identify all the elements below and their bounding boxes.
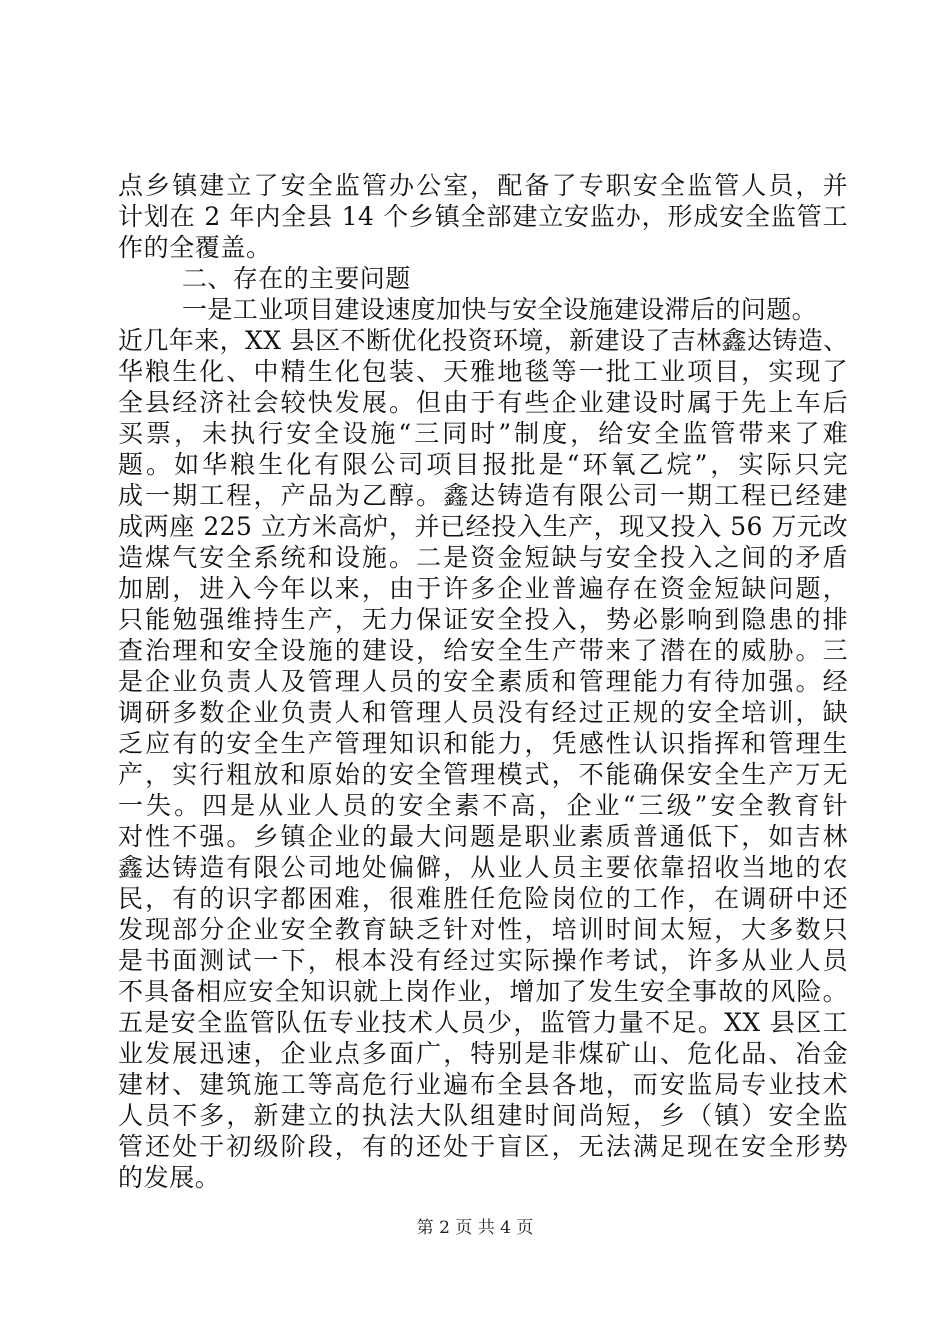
text-line: 近几年来，XX 县区不断优化投资环境，新建设了吉林鑫达铸造、 — [118, 326, 849, 355]
text-line: 产，实行粗放和原始的安全管理模式，不能确保安全生产万无 — [118, 760, 848, 789]
text-line: 造煤气安全系统和设施。二是资金短缺与安全投入之间的矛盾 — [118, 543, 848, 572]
text-line: 查治理和安全设施的建设，给安全生产带来了潜在的威胁。三 — [118, 636, 848, 665]
text-line: 一失。四是从业人员的安全素不高，企业“三级”安全教育针 — [118, 791, 848, 820]
paragraph-first-line: 一是工业项目建设速度加快与安全设施建设滞后的问题。 — [182, 295, 818, 324]
section-heading: 二、存在的主要问题 — [182, 264, 411, 293]
text-line: 全县经济社会较快发展。但由于有些企业建设时属于先上车后 — [118, 388, 848, 417]
text-line: 五是安全监管队伍专业技术人员少，监管力量不足。XX 县区工 — [118, 1008, 848, 1037]
text-line: 民，有的识字都困难，很难胜任危险岗位的工作，在调研中还 — [118, 884, 848, 913]
text-line: 华粮生化、中精生化包装、天雅地毯等一批工业项目，实现了 — [118, 357, 848, 386]
text-line: 对性不强。乡镇企业的最大问题是职业素质普通低下，如吉林 — [118, 822, 848, 851]
text-line: 的发展。 — [118, 1163, 221, 1192]
text-line: 人员不多，新建立的执法大队组建时间尚短，乡（镇）安全监 — [118, 1101, 848, 1130]
text-line: 买票，未执行安全设施“三同时”制度，给安全监管带来了难 — [118, 419, 848, 448]
page-footer: 第 2 页 共 4 页 — [416, 1218, 534, 1238]
text-line: 点乡镇建立了安全监管办公室，配备了专职安全监管人员，并 — [118, 171, 848, 200]
text-line: 调研多数企业负责人和管理人员没有经过正规的安全培训，缺 — [118, 698, 848, 727]
document-body — [118, 170, 848, 1193]
text-line: 计划在 2 年内全县 14 个乡镇全部建立安监办，形成安全监管工 — [118, 202, 848, 231]
text-line: 加剧，进入今年以来，由于许多企业普遍存在资金短缺问题， — [118, 574, 848, 603]
text-line: 成两座 225 立方米高炉，并已经投入生产，现又投入 56 万元改 — [118, 512, 848, 541]
text-line: 鑫达铸造有限公司地处偏僻，从业人员主要依靠招收当地的农 — [118, 853, 848, 882]
text-line: 是企业负责人及管理人员的安全素质和管理能力有待加强。经 — [118, 667, 848, 696]
text-line: 不具备相应安全知识就上岗作业，增加了发生安全事故的风险。 — [118, 977, 848, 1006]
text-line: 成一期工程，产品为乙醇。鑫达铸造有限公司一期工程已经建 — [118, 481, 848, 510]
text-line: 乏应有的安全生产管理知识和能力，凭感性认识指挥和管理生 — [118, 729, 848, 758]
text-line: 管还处于初级阶段，有的还处于盲区，无法满足现在安全形势 — [118, 1132, 848, 1161]
text-line: 作的全覆盖。 — [118, 233, 272, 262]
text-line: 业发展迅速，企业点多面广，特别是非煤矿山、危化品、冶金 — [118, 1039, 848, 1068]
text-line: 只能勉强维持生产，无力保证安全投入，势必影响到隐患的排 — [118, 605, 848, 634]
text-line: 题。如华粮生化有限公司项目报批是“环氧乙烷”，实际只完 — [118, 450, 848, 479]
text-line: 是书面测试一下，根本没有经过实际操作考试，许多从业人员 — [118, 946, 848, 975]
text-line: 发现部分企业安全教育缺乏针对性，培训时间太短，大多数只 — [118, 915, 848, 944]
text-line: 建材、建筑施工等高危行业遍布全县各地，而安监局专业技术 — [118, 1070, 848, 1099]
